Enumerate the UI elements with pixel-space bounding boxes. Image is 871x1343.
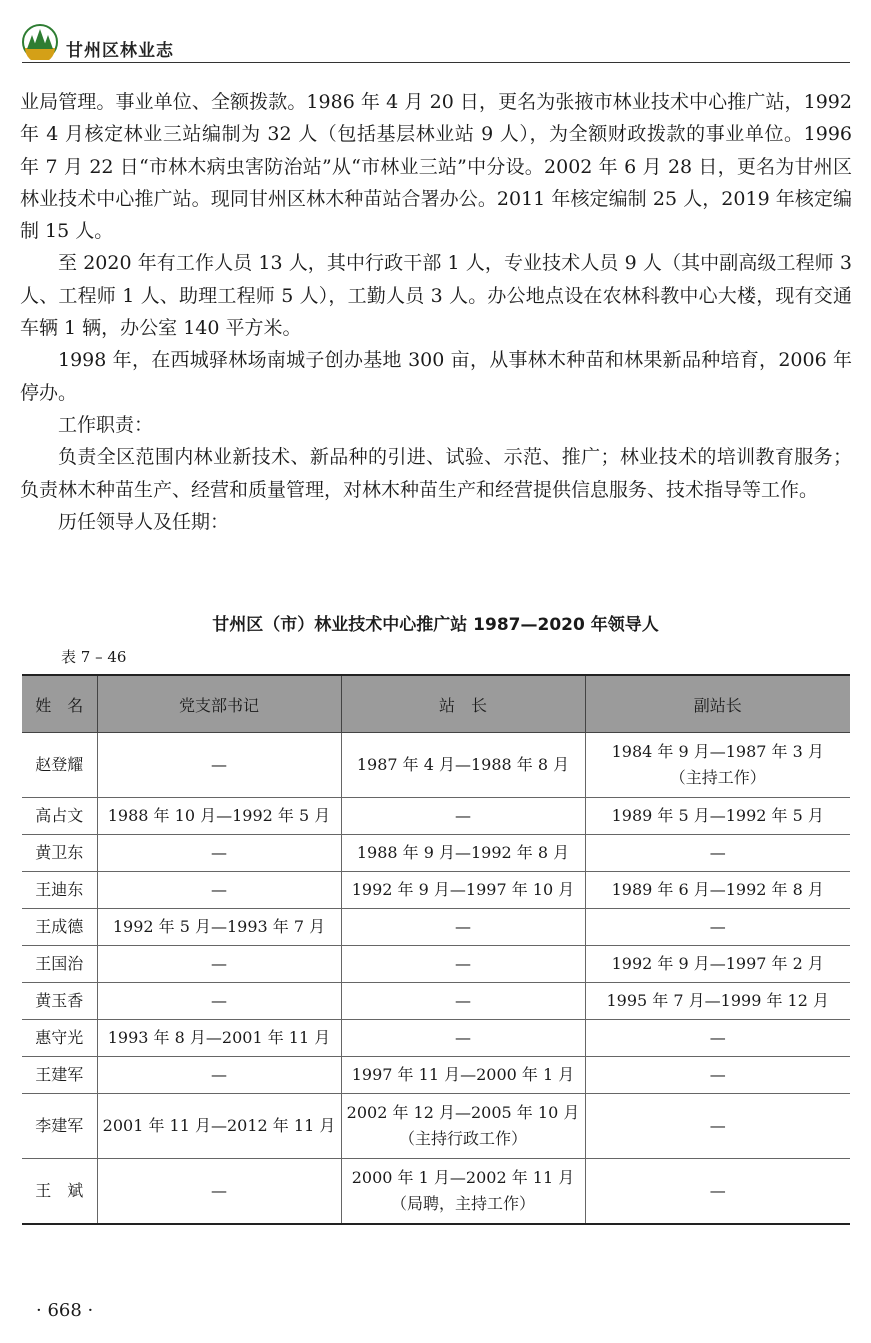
- cell-text: 王建军: [35, 1065, 84, 1084]
- cell-text: 1989 年 6 月—1992 年 8 月: [611, 880, 824, 899]
- cell-text: —: [455, 806, 471, 825]
- cell-text: 惠守光: [35, 1028, 84, 1047]
- deputy-director-cell: [585, 946, 850, 983]
- deputy-director-cell: [585, 733, 850, 798]
- table-row: [22, 909, 850, 946]
- header-party-secretary: 党支部书记: [97, 675, 341, 733]
- cell-text: 黄卫东: [35, 843, 84, 862]
- cell-text: —: [455, 1028, 471, 1047]
- cell-text: —: [455, 917, 471, 936]
- name-cell: [22, 733, 97, 798]
- name-cell: [22, 1057, 97, 1094]
- cell-text: 黄玉香: [35, 991, 84, 1010]
- paragraph: 业局管理。事业单位、全额拨款。1986 年 4 月 20 日，更名为张掖市林业技术中心推广站，1992 年 4 月核定林业三站编制为 32 人（包括基层林业站 9 人），为全额财政拨款的事业单位。1996 年 7 月 22 日“市林木病虫害防治站”从“市林业三站”中分设。2002 年 6 月 28 日，更名为甘州区林业技术中心推广站。现同甘州区林木种苗站合署办公。2011 年核定编制 25 人，2019 年核定编制 15 人。: [20, 91, 852, 243]
- deputy-director-cell: [585, 798, 850, 835]
- paragraph: 负责全区范围内林业新技术、新品种的引进、试验、示范、推广；林业技术的培训教育服务；负责林木种苗生产、经营和质量管理，对林木种苗生产和经营提供信息服务、技术指导等工作。: [20, 446, 852, 501]
- cell-text: 1987 年 4 月—1988 年 8 月: [356, 755, 570, 774]
- cell-text: —: [211, 1065, 227, 1084]
- table-row: [22, 946, 850, 983]
- forest-logo-icon: [22, 24, 58, 60]
- cell-text: （局聘，主持工作）: [390, 1193, 535, 1213]
- cell-text: 1988 年 9 月—1992 年 8 月: [356, 843, 570, 862]
- table-row: [22, 733, 850, 798]
- name-cell: [22, 1020, 97, 1057]
- director-cell: [341, 1020, 585, 1057]
- cell-text: —: [211, 954, 227, 973]
- cell-text: —: [455, 991, 471, 1010]
- deputy-director-cell: [585, 983, 850, 1020]
- deputy-director-cell: [585, 872, 850, 909]
- cell-text: 1989 年 5 月—1992 年 5 月: [611, 806, 824, 825]
- cell-text: 1997 年 11 月—2000 年 1 月: [351, 1065, 575, 1084]
- deputy-director-cell: [585, 835, 850, 872]
- cell-text: 王国治: [35, 954, 84, 973]
- cell-text: 1992 年 9 月—1997 年 10 月: [351, 880, 575, 899]
- name-cell: [22, 798, 97, 835]
- table-header-row: [22, 675, 850, 733]
- party-secretary-cell: [97, 1094, 341, 1159]
- party-secretary-cell: [97, 872, 341, 909]
- book-title: 甘州区林业志: [66, 41, 174, 61]
- name-cell: [22, 1094, 97, 1159]
- cell-text: —: [211, 880, 227, 899]
- leaders-table: [22, 674, 850, 1225]
- name-cell: [22, 909, 97, 946]
- table-row: [22, 1159, 850, 1224]
- table-row: [22, 983, 850, 1020]
- party-secretary-cell: [97, 1020, 341, 1057]
- cell-text: 王 斌: [35, 1180, 84, 1200]
- director-cell: [341, 909, 585, 946]
- cell-text: —: [709, 917, 726, 936]
- page-number: · 668 ·: [36, 1300, 94, 1321]
- director-cell: [341, 1057, 585, 1094]
- party-secretary-cell: [97, 946, 341, 983]
- cell-text: （主持行政工作）: [398, 1129, 527, 1148]
- cell-text: 王迪东: [35, 880, 84, 899]
- director-cell: [341, 983, 585, 1020]
- table-body: [22, 733, 850, 1224]
- cell-text: （主持工作）: [669, 768, 766, 787]
- director-cell: [341, 872, 585, 909]
- party-secretary-cell: [97, 733, 341, 798]
- party-secretary-cell: [97, 1159, 341, 1224]
- table-number: 表 7 – 46: [61, 648, 127, 666]
- director-cell: [341, 1094, 585, 1159]
- cell-text: —: [211, 755, 227, 774]
- table-title: 甘州区（市）林业技术中心推广站 1987—2020 年领导人: [212, 615, 659, 635]
- director-cell: [341, 835, 585, 872]
- header-deputy-director: 副站长: [585, 675, 850, 733]
- cell-text: 李建军: [35, 1116, 84, 1135]
- party-secretary-cell: [97, 798, 341, 835]
- table-row: [22, 798, 850, 835]
- cell-text: 1992 年 5 月—1993 年 7 月: [112, 917, 326, 936]
- cell-text: 赵登耀: [35, 755, 84, 774]
- cell-text: 2002 年 12 月—2005 年 10 月: [346, 1103, 580, 1122]
- name-cell: [22, 835, 97, 872]
- header-name: 姓 名: [22, 675, 97, 733]
- cell-text: 1992 年 9 月—1997 年 2 月: [611, 954, 824, 973]
- deputy-director-cell: [585, 1020, 850, 1057]
- cell-text: 1988 年 10 月—1992 年 5 月: [107, 806, 331, 825]
- party-secretary-cell: [97, 983, 341, 1020]
- cell-text: —: [709, 843, 726, 862]
- cell-text: 2000 年 1 月—2002 年 11 月: [351, 1167, 575, 1187]
- director-cell: [341, 733, 585, 798]
- cell-text: —: [709, 1065, 726, 1084]
- paragraph: 1998 年，在西城驿林场南城子创办基地 300 亩，从事林木种苗和林果新品种培育，2006 年停办。: [20, 349, 852, 404]
- header-director: 站 长: [341, 675, 585, 733]
- director-cell: [341, 946, 585, 983]
- cell-text: —: [211, 843, 227, 862]
- name-cell: [22, 983, 97, 1020]
- cell-text: 1995 年 7 月—1999 年 12 月: [606, 991, 829, 1010]
- cell-text: —: [211, 1180, 227, 1200]
- cell-text: —: [709, 1028, 726, 1047]
- cell-text: 高占文: [35, 806, 84, 825]
- cell-text: —: [211, 991, 227, 1010]
- paragraph: 工作职责：: [58, 413, 154, 436]
- paragraph: 历任领导人及任期：: [58, 510, 230, 533]
- cell-text: —: [709, 1116, 726, 1135]
- body-text: [20, 86, 852, 538]
- deputy-director-cell: [585, 1057, 850, 1094]
- deputy-director-cell: [585, 1094, 850, 1159]
- table-row: [22, 1020, 850, 1057]
- cell-text: —: [709, 1180, 726, 1200]
- cell-text: 王成德: [35, 917, 84, 936]
- party-secretary-cell: [97, 909, 341, 946]
- deputy-director-cell: [585, 909, 850, 946]
- director-cell: [341, 798, 585, 835]
- name-cell: [22, 946, 97, 983]
- cell-text: 1993 年 8 月—2001 年 11 月: [107, 1028, 331, 1047]
- director-cell: [341, 1159, 585, 1224]
- cell-text: 2001 年 11 月—2012 年 11 月: [102, 1116, 336, 1135]
- party-secretary-cell: [97, 835, 341, 872]
- table-row: [22, 872, 850, 909]
- paragraph: 至 2020 年有工作人员 13 人，其中行政干部 1 人，专业技术人员 9 人（其中副高级工程师 3 人、工程师 1 人、助理工程师 5 人），工勤人员 3 人。办公地点设在农林科教中心大楼，现有交通车辆 1 辆，办公室 140 平方米。: [20, 252, 852, 340]
- name-cell: [22, 872, 97, 909]
- table-row: [22, 1094, 850, 1159]
- deputy-director-cell: [585, 1159, 850, 1224]
- party-secretary-cell: [97, 1057, 341, 1094]
- cell-text: 1984 年 9 月—1987 年 3 月: [611, 742, 824, 761]
- table-row: [22, 1057, 850, 1094]
- name-cell: [22, 1159, 97, 1224]
- table-row: [22, 835, 850, 872]
- running-header: [22, 18, 850, 63]
- cell-text: —: [455, 954, 471, 973]
